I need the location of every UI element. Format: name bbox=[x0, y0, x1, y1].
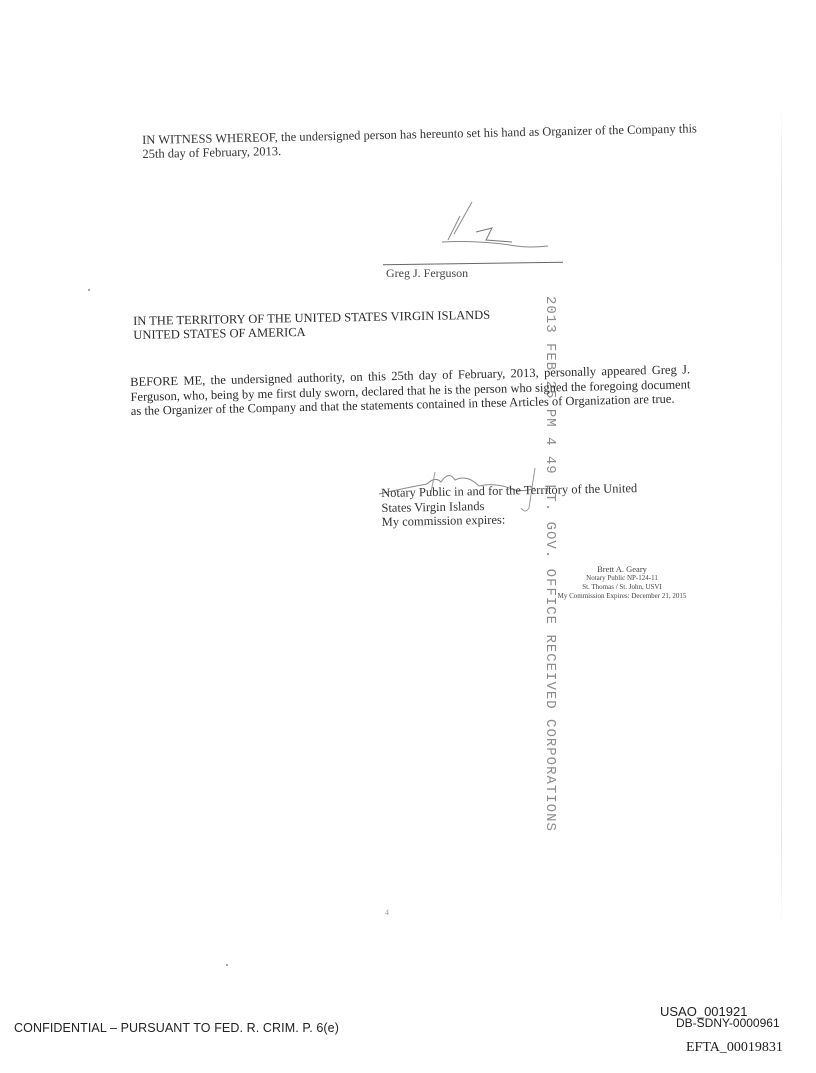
page-number: 4 bbox=[385, 908, 389, 917]
ferguson-signature bbox=[420, 198, 580, 268]
notary-line-1: Notary Public in and for the Territory of the United bbox=[381, 481, 638, 500]
bates-efta: EFTA_00019831 bbox=[686, 1040, 783, 1055]
notary-seal-expiry: My Commission Expires: December 21, 2015 bbox=[557, 592, 687, 600]
territory-line-1: IN THE TERRITORY OF THE UNITED STATES VIRGIN ISLANDS bbox=[133, 307, 491, 328]
notary-seal-name: Brett A. Geary bbox=[597, 564, 647, 574]
signer-name: Greg J. Ferguson bbox=[386, 266, 469, 280]
notary-line-2: States Virgin Islands bbox=[381, 498, 485, 515]
notary-block bbox=[381, 480, 692, 529]
bates-usao: USAO_001921 bbox=[660, 1004, 748, 1019]
notarial-statement: BEFORE ME, the undersigned authority, on this 25th day of February, 2013, personally appeared Greg J. Ferguson, who, being by me first duly sworn, declared that he is the person who signed the foregoing document as the Organizer of the Company and that the statements contained in these Articles of Organization are true. bbox=[130, 362, 691, 418]
territory-line-2: UNITED STATES OF AMERICA bbox=[133, 324, 306, 342]
confidential-footer: CONFIDENTIAL – PURSUANT TO FED. R. CRIM. P. 6(e) bbox=[14, 1021, 339, 1035]
page-edge-shadow bbox=[781, 100, 782, 930]
notary-seal bbox=[537, 565, 707, 601]
received-stamp: 2013 FEB 25 PM 4 49 LT. GOV. OFFICE RECEIVED CORPORATIONS bbox=[542, 296, 558, 832]
notary-seal-number: Notary Public NP-124-11 bbox=[586, 574, 658, 582]
notary-line-3: My commission expires: bbox=[381, 512, 506, 529]
notary-seal-location: St. Thomas / St. John, USVI bbox=[582, 583, 662, 591]
bates-sdny: DB-SDNY-0000961 bbox=[676, 1016, 780, 1030]
territory-heading bbox=[133, 307, 553, 342]
scan-speck bbox=[226, 964, 228, 966]
witness-paragraph: IN WITNESS WHEREOF, the undersigned person has hereunto set his hand as Organizer of the Company this 25th day of February, 2013. bbox=[142, 121, 697, 161]
scan-speck bbox=[88, 289, 90, 291]
